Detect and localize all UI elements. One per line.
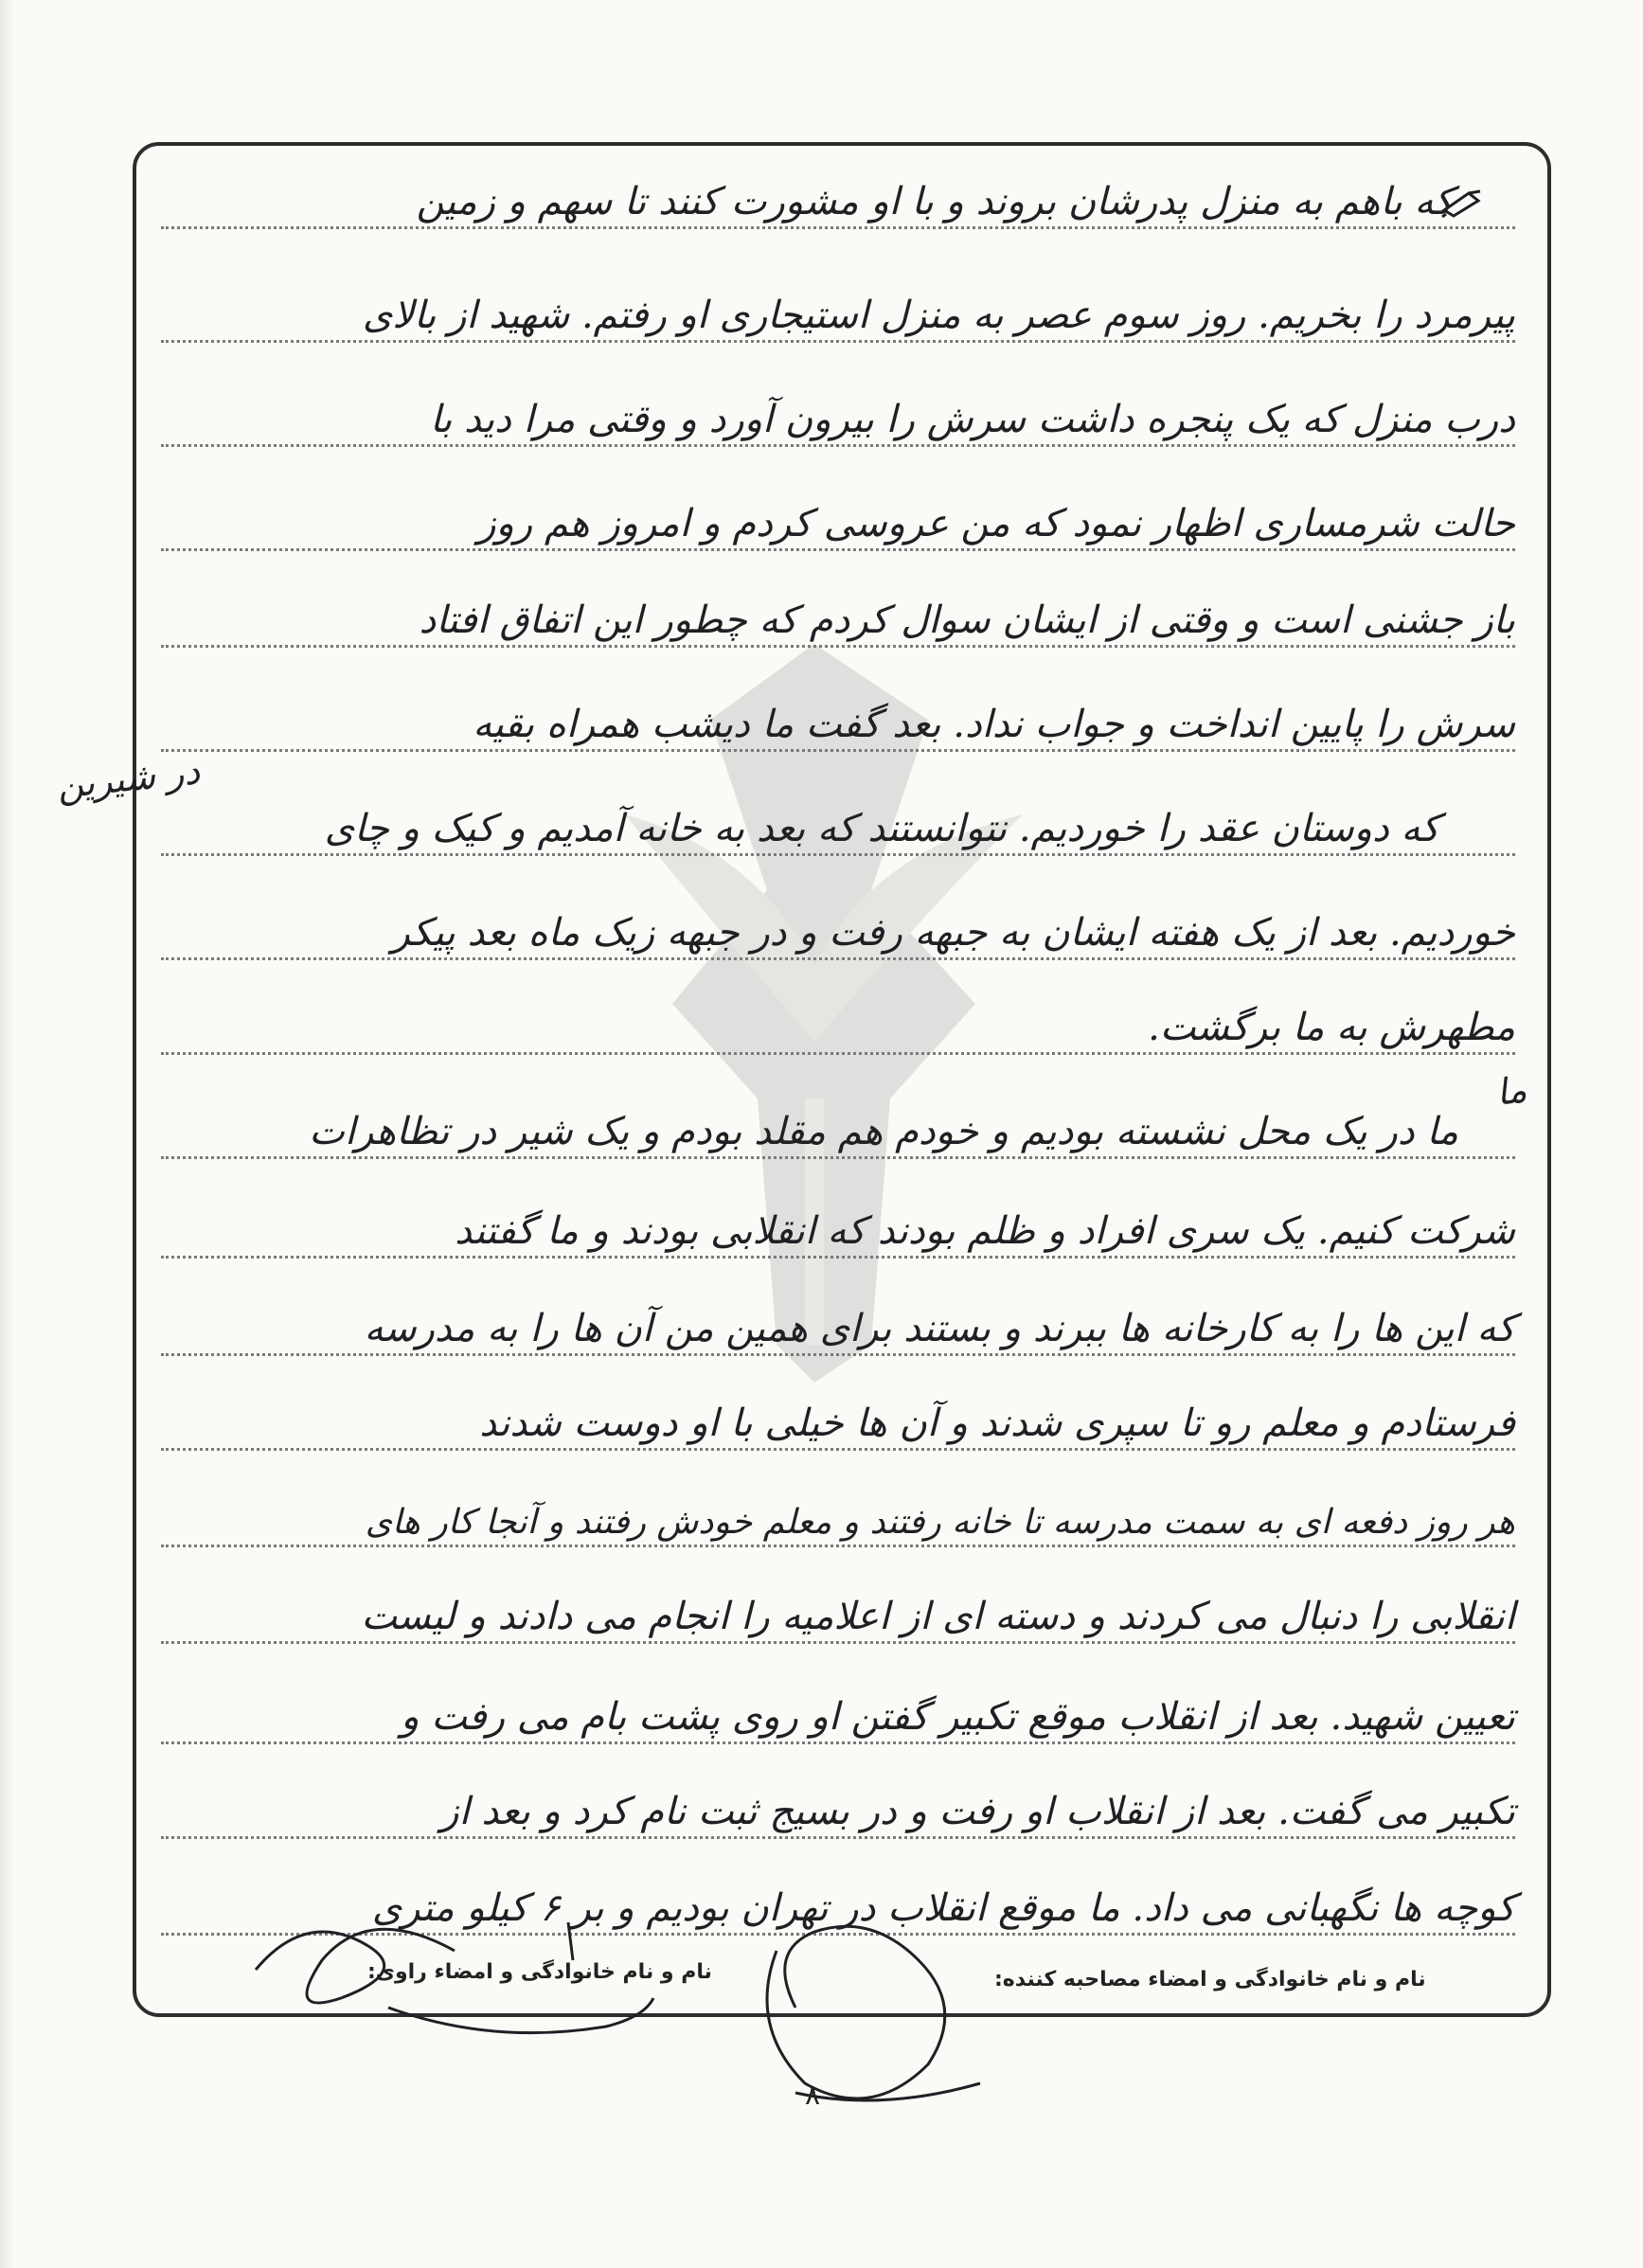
- line-text: باز جشنی است و وقتی از ایشان سوال کردم که چطور این اتفاق افتاد: [419, 598, 1515, 642]
- handwritten-line: [161, 682, 1515, 758]
- line-text: سرش را پایین انداخت و جواب نداد. بعد گفت ما دیشب همراه بقیه: [473, 703, 1515, 746]
- line-text: که باهم به منزل پدرشان بروند و با او مشورت کنند تا سهم و زمین: [416, 180, 1453, 223]
- line-text: کوچه ها نگهبانی می داد. ما موقع انقلاب در تهران بودیم و بر ۶ کیلو متری: [371, 1886, 1515, 1930]
- margin-note-prefix: در: [164, 750, 203, 795]
- dotted-ruling: [161, 645, 1515, 648]
- page-number: ۸: [805, 2079, 821, 2112]
- dotted-ruling: [161, 1256, 1515, 1259]
- line-text: پیرمرد را بخریم. روز سوم عصر به منزل استیجاری او رفتم. شهید از بالای: [362, 294, 1515, 337]
- handwritten-line: [161, 1286, 1515, 1362]
- line-text: حالت شرمساری اظهار نمود که من عروسی کردم و امروز هم روز: [477, 502, 1515, 545]
- dotted-ruling: [161, 749, 1515, 752]
- dotted-ruling: [161, 957, 1515, 960]
- handwritten-line: [161, 985, 1515, 1061]
- narrator-signature-label: نام و نام خانوادگی و امضاء راوی:: [367, 1960, 712, 1984]
- line-text: هر روز دفعه ای به سمت مدرسه تا خانه رفتند و معلم خودش رفتند و آنجا کار های: [365, 1503, 1515, 1542]
- paper-edge-shadow: [0, 0, 13, 2268]
- handwritten-line: [161, 890, 1515, 966]
- handwritten-line: [161, 1477, 1515, 1553]
- dotted-ruling: [161, 1641, 1515, 1644]
- handwritten-line: [161, 1188, 1515, 1264]
- dotted-ruling: [161, 1156, 1515, 1159]
- line-text: مطهرش به ما برگشت.: [1148, 1006, 1515, 1049]
- dotted-ruling: [161, 1836, 1515, 1839]
- dotted-ruling: [161, 1353, 1515, 1356]
- line-text: که دوستان عقد را خوردیم. نتوانستند که بعد به خانه آمدیم و کیک و چای: [324, 807, 1439, 850]
- interviewer-signature-label: نام و نام خانوادگی و امضاء مصاحبه کننده:: [994, 1968, 1426, 1991]
- handwritten-line: [161, 1381, 1515, 1456]
- line-text: انقلابی را دنبال می کردند و دسته ای از اعلامیه را انجام می دادند و لیست: [361, 1595, 1515, 1638]
- handwritten-line: [161, 159, 1515, 235]
- line-text: تکبیر می گفت. بعد از انقلاب او رفت و در بسیج ثبت نام کرد و بعد از: [440, 1790, 1515, 1833]
- line-text: شرکت کنیم. یک سری افراد و ظلم بودند که انقلابی بودند و ما گفتند: [455, 1209, 1515, 1253]
- margin-note-right: ما: [1493, 1067, 1529, 1115]
- line-text: فرستادم و معلم رو تا سپری شدند و آن ها خیلی با او دوست شدند: [479, 1402, 1515, 1445]
- dotted-ruling: [161, 1448, 1515, 1451]
- handwritten-line: [161, 786, 1515, 862]
- dotted-ruling: [161, 226, 1515, 229]
- dotted-ruling: [161, 1741, 1515, 1744]
- dotted-ruling: [161, 1545, 1515, 1547]
- dotted-ruling: [161, 853, 1515, 856]
- margin-note-text: شیرین: [55, 755, 157, 807]
- line-text: تعیین شهید. بعد از انقلاب موقع تکبیر گفتن او روی پشت بام می رفت و: [401, 1695, 1515, 1739]
- dotted-ruling: [161, 548, 1515, 551]
- interviewer-signature: [739, 1894, 985, 2112]
- dotted-ruling: [161, 444, 1515, 447]
- line-text: ما در یک محل نشسته بودیم و خودم هم مقلد بودم و یک شیر در تظاهرات: [309, 1110, 1458, 1153]
- dotted-ruling: [161, 340, 1515, 343]
- handwritten-line: [161, 1674, 1515, 1750]
- handwritten-line: [161, 1089, 1515, 1165]
- line-text: درب منزل که یک پنجره داشت سرش را بیرون آورد و وقتی مرا دید با: [429, 398, 1515, 441]
- handwritten-line: [161, 578, 1515, 653]
- line-text: که این ها را به کارخانه ها ببرند و بستند برای همین من آن ها را به مدرسه: [364, 1307, 1515, 1350]
- narrator-signature: [246, 1903, 663, 2045]
- line-text: خوردیم. بعد از یک هفته ایشان به جبهه رفت و در جبهه زیک ماه بعد پیکر: [391, 911, 1515, 955]
- handwritten-line: [161, 481, 1515, 557]
- handwritten-line: [161, 1574, 1515, 1650]
- handwritten-line: [161, 273, 1515, 348]
- handwritten-line: [161, 1769, 1515, 1845]
- handwritten-line: [161, 377, 1515, 453]
- dotted-ruling: [161, 1052, 1515, 1055]
